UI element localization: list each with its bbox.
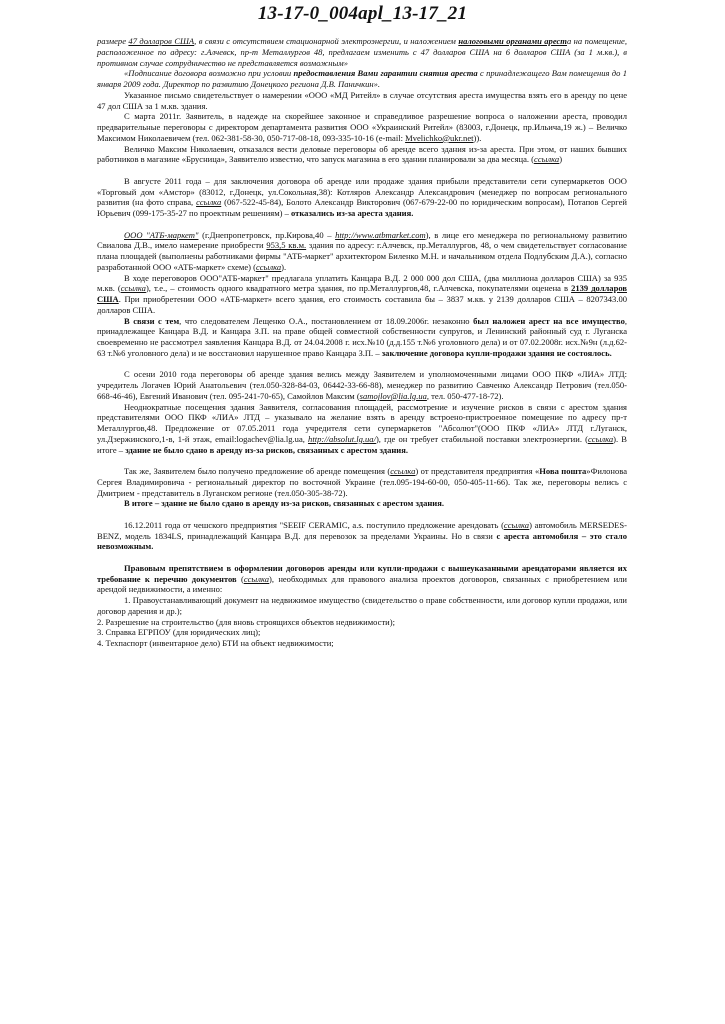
text-run: В связи с тем	[124, 315, 180, 326]
body-paragraph-p8	[97, 273, 627, 316]
text-run: Указанное письмо свидетельствует о намерении «ООО «МД Ритейл» в случае отсутствия ареста имущества взять его в аренду по цене 47 дол США за 1 м.кв. здания.	[97, 89, 627, 111]
text-run: ), в лице его менеджера по региональному развитию Свиалова Д.В., имело намерение приобрести	[97, 229, 627, 251]
text-run: размере	[97, 36, 129, 46]
body-paragraph-p14	[97, 520, 627, 552]
text-run: здание не было сдано в аренду из-за рисков, связанных с арестом здания.	[125, 444, 408, 455]
inline-link[interactable]: ссылка	[196, 197, 222, 208]
body-paragraph-p16	[97, 595, 627, 617]
text-run: , тел. 050-477-18-72).	[426, 390, 504, 401]
text-run: предоставления Вами гарантии снятия ареста	[293, 68, 478, 79]
body-paragraph-p6	[97, 176, 627, 219]
text-run: «Подписание договора возможно при условии	[124, 68, 294, 79]
body-paragraph-p1	[97, 36, 627, 68]
text-run: а на помещение, расположенное по адресу: г.Алчевск, пр-т Металлургов 48, предлагаем изменить с 47 долларов США на 6 долларов США (за 1 м.кв.), в противном случае сотрудничество не представляется возможным»	[97, 36, 627, 68]
text-run: 16.12.2011 года от чешского предприятия "SEEIF CERAMIC, a.s. поступило предложение арендовать (	[124, 519, 504, 530]
inline-link[interactable]: ссылка	[390, 466, 416, 476]
inline-link[interactable]: ссылка	[243, 573, 270, 584]
body-paragraph-p15	[97, 563, 627, 595]
text-run: 47 долларов США	[128, 36, 195, 46]
text-run: 3. Справка ЕГРПОУ (для юридических лиц);	[97, 627, 261, 638]
body-paragraph-p5	[97, 144, 627, 166]
text-run: )).	[473, 132, 482, 143]
paragraph-spacer	[97, 219, 627, 230]
inline-link[interactable]: ссылка	[503, 519, 530, 530]
text-run: »Филонова Сергея Владимировича - региональный директор по восточной Украине (тел.095-194-60-00, 050-405-11-66). Так же, переговоры велись с Дмитрием - представитель в Луганском регионе (тел.050-305-38-72).	[97, 466, 627, 498]
inline-link[interactable]: ссылка	[587, 433, 614, 444]
text-run: Так же, Заявителем было получено предложение об аренде помещения (	[124, 466, 391, 476]
text-run: с ареста автомобиля – это стало невозможным.	[97, 530, 627, 552]
text-run: ), т.е., – стоимость одного квадратного метра здания, по пр.Металлургов,48, г.Алчевска, покупателями оценена в	[145, 283, 572, 294]
inline-link[interactable]: samojlov@lia.lg.ua	[359, 390, 427, 401]
text-run: , в связи с отсутствием стационарной электроэнергии, и наложением	[194, 36, 459, 46]
body-paragraph-p10	[97, 369, 627, 401]
text-run: ), необходимых для правового анализа проектов договоров, связанных с приобретением или арендой недвижимости, а именно:	[97, 573, 627, 595]
body-paragraph-p17	[97, 617, 627, 628]
paragraph-spacer	[97, 455, 627, 466]
text-run: Величко Максим Николаевич, отказался вести деловые переговоры об аренде всего здания из-за ареста. При этом, от наших бывших работников в магазине «Брусница», Заявителю известно, что запуск магазина в его здании планировали за два месяца. (	[97, 143, 627, 165]
text-run: Неоднократные посещения здания Заявителя, согласования площадей, рассмотрение и изучение рисков в связи с арестом здания представителями ООО ПКФ «ЛИА» ЛТД – указывало на желание взять в аренду встроено-пристроенное помещение по адресу пр-т Металлургов,48. Предложение от 07.05.2011 года учредителя сети супермаркетов "Абсолют"(ООО ПКФ «ЛИА» ЛТД г.Луганск, ул.Дзержинского,1-в, 1-й этаж, email:logachev@lia.lg.ua,	[97, 401, 627, 444]
text-run: . При приобретении ООО «АТБ-маркет» всего здания, его стоимость составила бы – 3837 м.кв. у 2139 долларов США – 8207343.00 долларов США.	[97, 294, 627, 315]
text-run: ). В итоге –	[97, 433, 627, 455]
inline-link[interactable]: Mvelichko@ukr.net	[405, 132, 474, 143]
text-run: С марта 2011г. Заявитель, в надежде на скорейшее законное и справедливое разрешение вопроса о наложении ареста, проводил предварительные переговоры с директором департамента развития ООО «Украинский Ритейл» (83003, г.Донецк, пр.Ильича,19 ж.) – Величко Максимом Николаевичем (тел. 062-381-58-30, 050-717-08-18, 093-335-10-16 (e-mail:	[97, 111, 627, 143]
text-run: ).	[281, 261, 287, 272]
text-run: С осени 2010 года переговоры об аренде здания велись между Заявителем и уполномоченными лицами ООО ПКФ «ЛИА» ЛТД: учредитель Логачев Юрий Анатольевич (тел.050-328-84-03, 06442-33-66-88), менеджер по развитию Савченко Александр Петрович (тел.050-668-46-46), Евгений Иванович (тел. 095-241-70-65), Самойлов Максим (	[97, 369, 627, 401]
text-run: )	[559, 154, 563, 165]
body-paragraph-p9	[97, 316, 627, 359]
body-paragraph-p12	[97, 466, 627, 498]
text-run: В августе 2011 года – для заключения договора об аренде или продаже здания прибыли представители сети супермаркетов ООО «Торговый дом «Амстор» (83012, г.Донецк, ул.Сокольная,38): Котляров Александр Александрович (менеджер по вопросам регионального развития (на фото справа,	[97, 175, 627, 208]
document-header-title: 13-17-0_004apl_13-17_21	[257, 3, 468, 24]
body-paragraph-p19	[97, 638, 627, 649]
text-run: здания по адресу: г.Алчевск, пр.Металлургов, 48, о чем свидетельствует согласование плана площадей (выполнены работниками фирмы "АТБ-маркет" архитектором Биленко М.Н. и начальником отдела Подлубским Д.А.), согласно разработанной ООО «АТБ-маркет» схеме) (	[97, 240, 627, 272]
text-run: (	[236, 573, 244, 584]
inline-link[interactable]: http://www.atbmarket.com	[335, 229, 426, 240]
body-paragraph-p4	[97, 111, 627, 143]
body-paragraph-p7	[97, 230, 627, 273]
text-run: отказались из-за ареста здания.	[291, 208, 414, 218]
inline-link[interactable]: ссылка	[120, 283, 146, 294]
text-run: заключение договора купли-продажи здания не состоялось.	[381, 347, 612, 358]
text-run: был наложен арест на все имущество	[473, 315, 625, 326]
text-run: 953,5 кв.м.	[266, 240, 307, 251]
text-run: ) автомобиль MERSEDES-BENZ, модель 1834LS, принадлежащий Канцара В.Д. для перевозок за пределами Украины. Но в связи	[97, 519, 627, 541]
inline-link[interactable]: ссылка	[534, 154, 560, 165]
text-run: ), где он требует стабильной поставки электроэнергии. (	[375, 433, 588, 444]
inline-link[interactable]: ссылка	[255, 261, 282, 272]
text-run: с принадлежащего Вам помещения до 1 января 2009 года. Директор по развитию Донецкого региона Д.В. Паничкин».	[97, 68, 627, 89]
document-page	[97, 36, 627, 649]
paragraph-spacer	[97, 165, 627, 176]
text-run: В итоге – здание не было сдано в аренду из-за рисков, связанных с арестом здания.	[124, 498, 444, 509]
text-run: , что следователем Лещенко О.А., постановлением от 18.09.2006г. незаконно	[179, 315, 474, 326]
text-run: (067-522-45-84), Болото Александр Викторович (067-679-22-00 по юридическим вопросам), Потапов Сергей Юрьевич (099-175-35-27 по проектным решениям) –	[97, 197, 627, 218]
paragraph-spacer	[97, 552, 627, 563]
body-paragraph-p3	[97, 90, 627, 112]
text-run: 4. Техпаспорт (инвентарное дело) БТИ на объект недвижимости;	[97, 638, 334, 648]
text-run: ) от представителя предприятия «	[415, 466, 540, 476]
text-run: , принадлежащее Канцара В.Д. и Канцара З.П. на праве общей совместной собственности супругов, и Ленинский районный суд г. Луганска своевременно не рассмотрел заявления Канцара В.Д. от 24.04.2008 г. исх.№10 (д.д.155 т.№6 уголовного дела) и от 07.02.2008г. исх.№9н (л.д.62-63 т.№6 уголовного дела) и не восстановил нарушенное право Канцара З.П. –	[97, 315, 628, 358]
body-paragraph-p18	[97, 627, 627, 638]
body-paragraph-p13	[97, 498, 627, 509]
text-run: (г.Днепропетровск, пр.Кирова,40 –	[198, 229, 336, 240]
text-run: Правовым препятствием в оформлении договоров аренды или купли-продажи с вышеуказанными арендаторами является их требование к перечню документов	[97, 562, 627, 584]
text-run: Нова пошта	[539, 466, 587, 476]
text-run: В ходе переговоров ООО"АТБ-маркет" предлагала уплатить Канцара В.Д. 2 000 000 дол США, (два миллиона долларов США) за 935 м.кв. (	[97, 272, 627, 294]
body-paragraph-p11	[97, 402, 627, 456]
inline-link[interactable]: http://absolut.lg.ua/	[308, 433, 376, 444]
inline-link[interactable]: ООО "АТБ-маркет"	[124, 229, 199, 240]
body-paragraph-p2	[97, 68, 627, 90]
paragraph-spacer	[97, 359, 627, 370]
text-run: 2139 долларов США	[97, 283, 627, 304]
text-run: 1. Правоустанавливающий документ на недвижимое имущество (свидетельство о праве собственности, или договор купли продажи, или договор дарения и др.);	[97, 595, 627, 616]
text-run: 2. Разрешение на строительство (для вновь строящихся объектов недвижимости);	[97, 616, 395, 627]
text-run: налоговыми органами арест	[458, 36, 567, 46]
paragraph-spacer	[97, 509, 627, 520]
